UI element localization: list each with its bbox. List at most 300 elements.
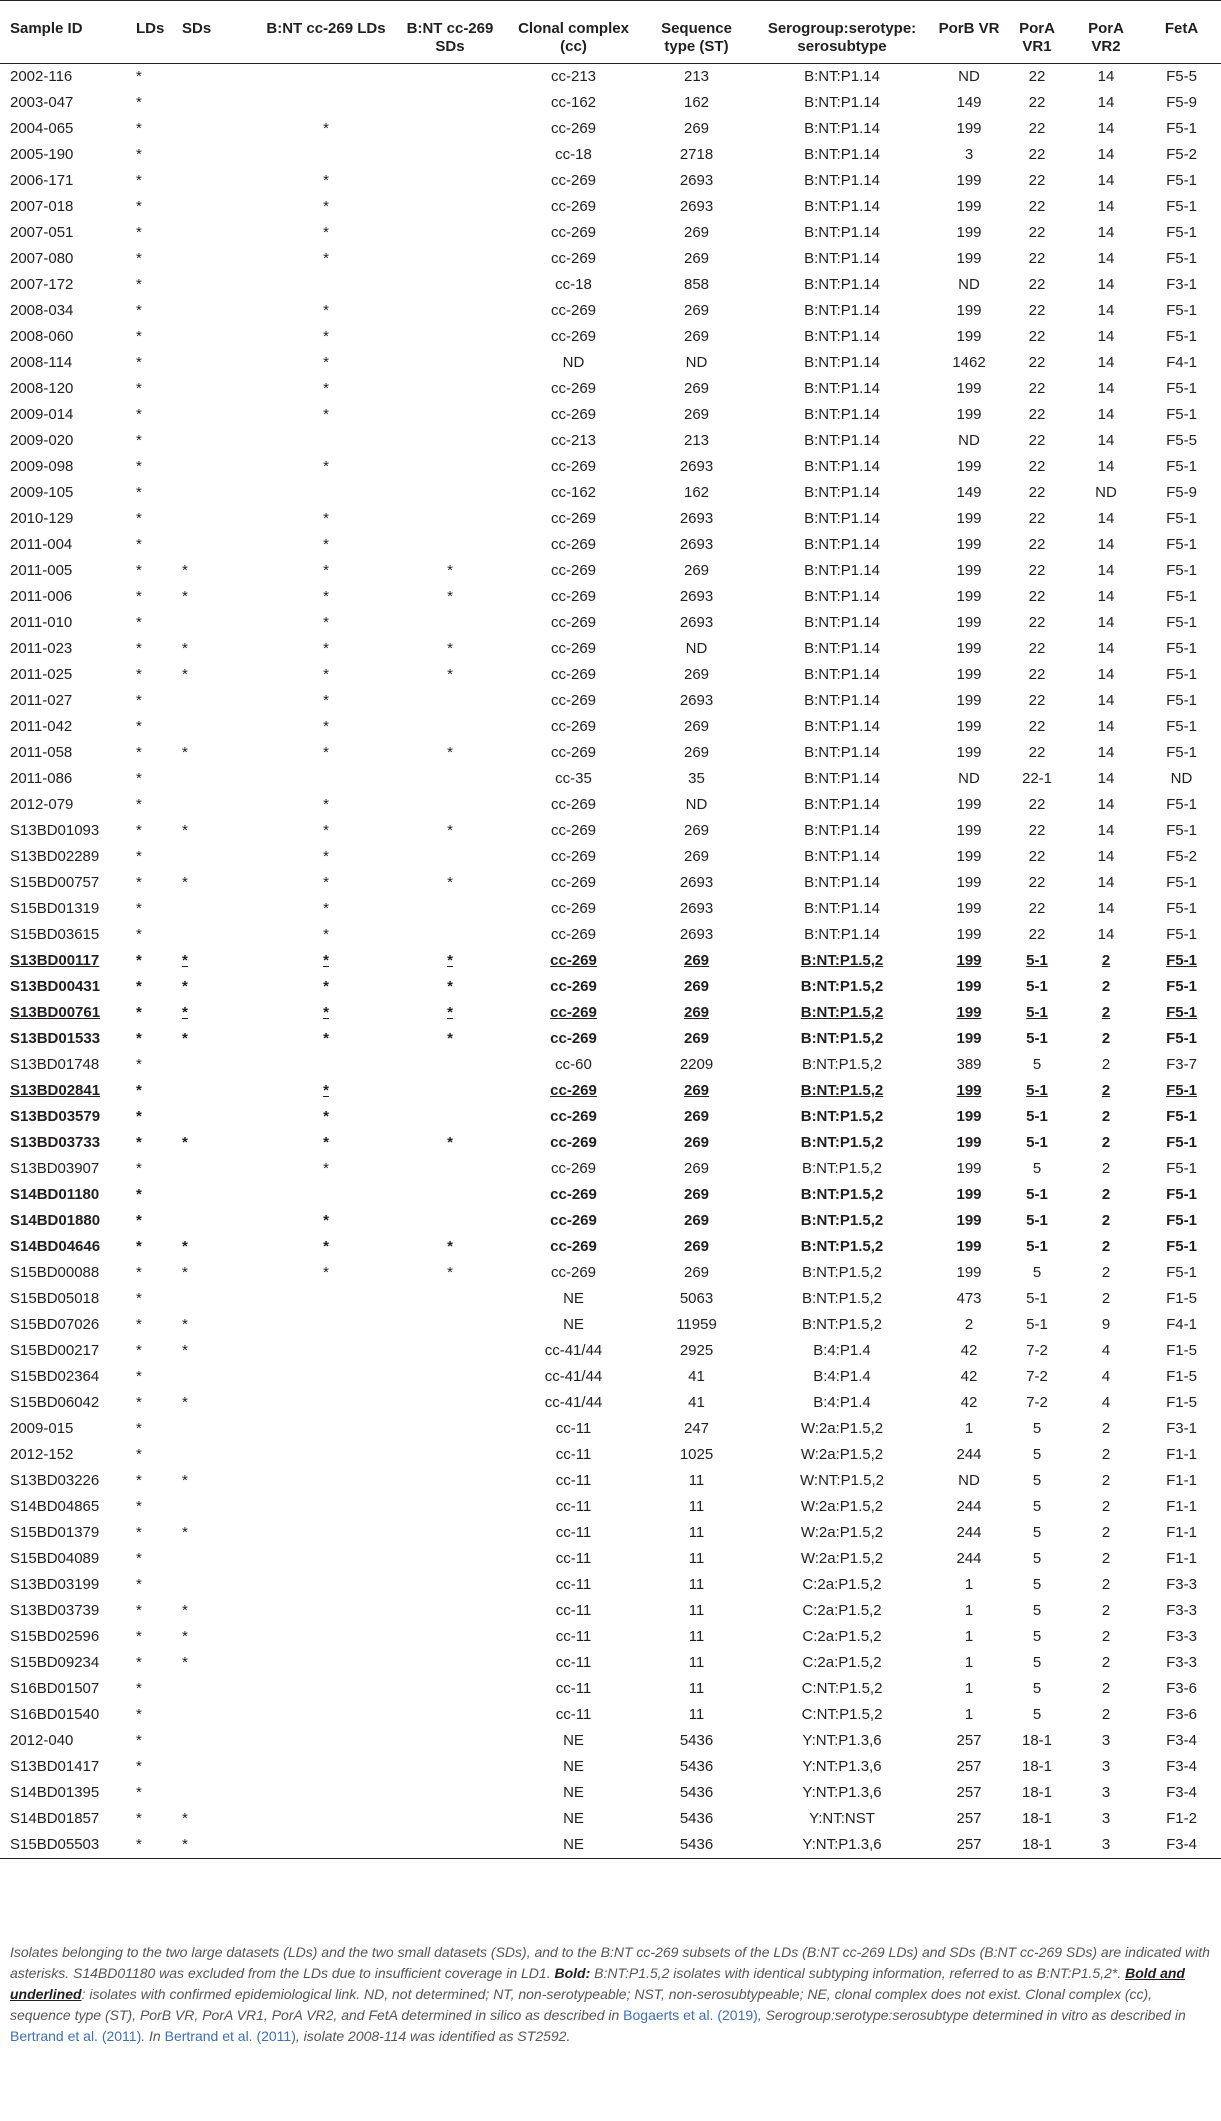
cell-sequence-type: 2693 <box>679 692 714 709</box>
cell-clonal-complex: cc-269 <box>550 536 597 553</box>
cell-porb-vr: 199 <box>956 328 982 345</box>
cell-lds: * <box>136 770 142 787</box>
cell-sample-id: S14BD01880 <box>10 1212 101 1229</box>
reference-link[interactable]: Bogaerts et al. (2019) <box>623 2007 758 2023</box>
cell-bnt-lds: * <box>323 198 329 215</box>
cell-lds: * <box>133 1832 179 1859</box>
cell-sequence-type: 858 <box>683 276 710 293</box>
cell-serogroup: B:NT:P1.14 <box>804 822 880 839</box>
table-footnote <box>10 1942 1215 2047</box>
cell-pora-vr1: 18-1 <box>1021 1732 1053 1749</box>
cell-bnt-lds <box>256 1702 396 1728</box>
cell-porb-vr: 257 <box>956 1732 982 1749</box>
cell-lds: * <box>136 1602 142 1619</box>
cell-pora-vr2: ND <box>1095 484 1117 501</box>
cell-lds: * <box>136 666 142 683</box>
cell-clonal-complex: cc-11 <box>555 1550 592 1567</box>
cell-sample-id: S13BD02841 <box>10 1082 101 1099</box>
cell-lds: * <box>136 1446 142 1463</box>
cell-feta: F5-9 <box>1166 94 1197 111</box>
cell-feta: F1-5 <box>1166 1394 1197 1411</box>
cell-lds: * <box>136 1004 142 1021</box>
cell-sds <box>179 792 256 818</box>
cell-pora-vr1: 5 <box>1032 1576 1042 1593</box>
header-feta: FetA <box>1142 1 1221 64</box>
cell-sds <box>179 610 256 636</box>
cell-pora-vr1: 5 <box>1032 1654 1042 1671</box>
cell-porb-vr: 199 <box>956 510 982 527</box>
cell-sample-id: 2009-015 <box>10 1420 74 1437</box>
cell-sequence-type: 11 <box>688 1628 705 1645</box>
cell-feta: F5-2 <box>1166 146 1197 163</box>
footnote-text: : isolates with confirmed epidemiological link. ND, not determined; NT, non-serotypeable; NST, non-serosubtypeable; NE, clonal complex does not exist. Clonal complex (cc), sequence type (ST), PorB VR, PorA VR1, PorA VR2, and FetA determined in silico as described in <box>10 1986 1153 2023</box>
cell-serogroup: B:NT:P1.14 <box>804 744 880 761</box>
cell-feta: F1-1 <box>1166 1524 1197 1541</box>
cell-porb-vr: 244 <box>956 1446 982 1463</box>
cell-pora-vr1: 22 <box>1028 692 1046 709</box>
cell-sds: * <box>182 1030 188 1047</box>
cell-pora-vr1: 5 <box>1032 1628 1042 1645</box>
cell-pora-vr1: 5 <box>1032 1602 1042 1619</box>
cell-sample-id: S13BD03226 <box>10 1472 100 1489</box>
cell-sample-id: 2009-105 <box>10 484 74 501</box>
cell-clonal-complex: cc-269 <box>550 1186 597 1203</box>
cell-serogroup: B:NT:P1.5,2 <box>800 978 884 995</box>
cell-bnt-lds <box>256 428 396 454</box>
table-row <box>0 142 1221 168</box>
cell-pora-vr2: 14 <box>1097 250 1115 267</box>
cell-clonal-complex: cc-269 <box>550 822 597 839</box>
cell-clonal-complex: cc-35 <box>555 770 592 787</box>
cell-sequence-type: 5436 <box>679 1784 714 1801</box>
cell-bnt-sds <box>396 298 504 324</box>
cell-sds <box>179 532 256 558</box>
cell-lds: * <box>136 1654 142 1671</box>
cell-pora-vr1: 22 <box>1028 458 1046 475</box>
cell-pora-vr1: 22 <box>1028 224 1046 241</box>
cell-bnt-lds: * <box>323 562 329 579</box>
cell-sample-id: 2011-010 <box>10 614 73 631</box>
footnote-text: Isolates belonging to the two large datasets (LDs) and the two small datasets (SDs), and to the B:NT cc-269 subsets of the LDs (B:NT cc-269 LDs) and SDs (B:NT cc-269 SDs) are indicated with asterisks. S14BD01180 was excluded from the LDs due to insufficient coverage in LD1. <box>10 1944 1210 1981</box>
table-row <box>0 1390 1221 1416</box>
cell-porb-vr: 199 <box>956 302 982 319</box>
cell-bnt-sds: * <box>447 978 453 995</box>
cell-pora-vr2: 14 <box>1097 68 1115 85</box>
cell-serogroup: B:NT:P1.14 <box>804 198 880 215</box>
cell-porb-vr: 199 <box>956 1212 982 1229</box>
table-row <box>0 766 1221 792</box>
cell-porb-vr: 199 <box>956 1134 982 1151</box>
cell-lds: * <box>136 328 142 345</box>
reference-link[interactable]: Bertrand et al. (2011) <box>164 2028 296 2044</box>
table-row <box>0 1052 1221 1078</box>
cell-pora-vr1: 18-1 <box>1021 1810 1053 1827</box>
cell-lds: * <box>136 1342 142 1359</box>
cell-bnt-sds <box>396 220 504 246</box>
cell-pora-vr2: 14 <box>1097 172 1115 189</box>
cell-bnt-lds: * <box>323 874 329 891</box>
cell-bnt-sds <box>396 402 504 428</box>
table-row <box>0 896 1221 922</box>
cell-porb-vr: 199 <box>956 874 982 891</box>
table-row <box>0 1832 1221 1859</box>
cell-pora-vr1: 7-2 <box>1026 1368 1048 1385</box>
cell-clonal-complex: cc-269 <box>550 1238 597 1255</box>
cell-sds <box>179 402 256 428</box>
cell-bnt-sds <box>396 1182 504 1208</box>
cell-porb-vr: 1 <box>964 1420 974 1437</box>
cell-pora-vr1: 5 <box>1032 1056 1042 1073</box>
cell-porb-vr: 199 <box>956 1160 982 1177</box>
cell-porb-vr: 199 <box>956 1004 982 1021</box>
cell-bnt-lds <box>256 1364 396 1390</box>
cell-sample-id: 2011-027 <box>10 692 73 709</box>
cell-pora-vr1: 5-1 <box>1026 1134 1048 1151</box>
cell-serogroup: B:NT:P1.14 <box>804 172 880 189</box>
cell-sds <box>179 64 256 91</box>
cell-feta: F5-1 <box>1166 588 1197 605</box>
cell-sample-id: 2006-171 <box>10 172 74 189</box>
cell-bnt-lds: * <box>323 926 329 943</box>
cell-porb-vr: 199 <box>956 744 982 761</box>
cell-feta: F3-3 <box>1166 1602 1197 1619</box>
cell-sequence-type: 269 <box>683 1082 710 1099</box>
cell-bnt-lds <box>256 1052 396 1078</box>
cell-pora-vr1: 5 <box>1032 1160 1042 1177</box>
table-row <box>0 246 1221 272</box>
cell-sequence-type: 269 <box>683 1212 710 1229</box>
cell-pora-vr2: 2 <box>1101 1290 1111 1307</box>
cell-lds: * <box>136 1134 142 1151</box>
cell-clonal-complex: cc-269 <box>550 1108 597 1125</box>
table-row <box>0 818 1221 844</box>
cell-sample-id: S15BD02364 <box>10 1368 100 1385</box>
cell-pora-vr2: 2 <box>1101 1680 1111 1697</box>
cell-clonal-complex: cc-269 <box>550 614 597 631</box>
cell-sds <box>179 1494 256 1520</box>
cell-sds <box>179 1364 256 1390</box>
cell-bnt-lds: * <box>323 640 329 657</box>
cell-sample-id: S15BD00088 <box>10 1264 100 1281</box>
cell-bnt-sds <box>396 1546 504 1572</box>
cell-bnt-lds: * <box>323 666 329 683</box>
cell-porb-vr: 1 <box>964 1654 974 1671</box>
cell-clonal-complex: cc-41/44 <box>544 1342 603 1359</box>
cell-sequence-type: 162 <box>683 94 710 111</box>
cell-porb-vr: 199 <box>956 406 982 423</box>
cell-sequence-type: 11 <box>688 1550 705 1567</box>
cell-clonal-complex: cc-269 <box>550 588 597 605</box>
cell-bnt-lds: * <box>323 1212 329 1229</box>
cell-sds: * <box>182 1004 188 1021</box>
cell-lds: * <box>136 94 142 111</box>
cell-feta: F5-1 <box>1166 952 1197 969</box>
cell-bnt-lds <box>256 1780 396 1806</box>
table-row <box>0 90 1221 116</box>
cell-pora-vr1: 22 <box>1028 744 1046 761</box>
cell-bnt-sds: * <box>447 952 453 969</box>
cell-porb-vr: 199 <box>956 172 982 189</box>
cell-pora-vr2: 14 <box>1097 692 1115 709</box>
cell-sample-id: 2005-190 <box>10 146 74 163</box>
cell-sample-id: S13BD03907 <box>10 1160 100 1177</box>
cell-sample-id: 2007-172 <box>10 276 74 293</box>
cell-porb-vr: 199 <box>956 198 982 215</box>
cell-pora-vr2: 14 <box>1097 926 1115 943</box>
cell-bnt-sds <box>396 1780 504 1806</box>
cell-lds: * <box>136 1628 142 1645</box>
cell-serogroup: Y:NT:P1.3,6 <box>802 1784 882 1801</box>
cell-bnt-lds: * <box>323 822 329 839</box>
cell-pora-vr2: 2 <box>1101 1550 1111 1567</box>
cell-bnt-sds <box>396 90 504 116</box>
cell-sample-id: 2008-034 <box>10 302 74 319</box>
cell-pora-vr1: 22 <box>1028 588 1046 605</box>
cell-sds <box>179 376 256 402</box>
cell-feta: F3-7 <box>1166 1056 1197 1073</box>
cell-pora-vr2: 2 <box>1101 952 1111 969</box>
cell-feta: F1-1 <box>1166 1446 1197 1463</box>
table-row <box>0 1780 1221 1806</box>
cell-feta: F5-1 <box>1166 224 1197 241</box>
cell-sds <box>179 1104 256 1130</box>
header-serogroup: Serogroup:serotype: serosubtype <box>750 1 934 64</box>
cell-sample-id: S13BD01748 <box>10 1056 100 1073</box>
cell-sds: * <box>182 1628 188 1645</box>
cell-serogroup: C:2a:P1.5,2 <box>802 1628 882 1645</box>
cell-porb-vr: 257 <box>934 1832 1004 1859</box>
cell-feta: F3-1 <box>1166 276 1197 293</box>
cell-clonal-complex: cc-269 <box>550 1134 597 1151</box>
cell-sample-id: 2007-051 <box>10 224 74 241</box>
cell-sds <box>179 1156 256 1182</box>
cell-pora-vr1: 5 <box>1032 1706 1042 1723</box>
cell-pora-vr2: 2 <box>1101 978 1111 995</box>
cell-bnt-sds <box>396 1728 504 1754</box>
cell-pora-vr1: 22 <box>1028 848 1046 865</box>
table-row <box>0 948 1221 974</box>
cell-clonal-complex: cc-269 <box>550 796 597 813</box>
cell-bnt-lds <box>256 1806 396 1832</box>
cell-clonal-complex: cc-269 <box>550 900 597 917</box>
cell-bnt-sds: * <box>447 1264 453 1281</box>
cell-pora-vr1: 22 <box>1028 900 1046 917</box>
cell-clonal-complex: cc-162 <box>550 94 597 111</box>
table-row <box>0 1442 1221 1468</box>
cell-serogroup: B:NT:P1.5,2 <box>801 1056 883 1073</box>
cell-pora-vr2: 2 <box>1101 1134 1111 1151</box>
cell-sample-id: S13BD00117 <box>10 952 100 969</box>
cell-lds: * <box>136 1108 142 1125</box>
cell-sds <box>179 1754 256 1780</box>
cell-clonal-complex: cc-269 <box>550 1264 597 1281</box>
cell-clonal-complex: cc-269 <box>550 640 597 657</box>
cell-bnt-lds <box>256 1390 396 1416</box>
cell-bnt-lds <box>256 1624 396 1650</box>
cell-feta: F3-3 <box>1166 1576 1197 1593</box>
cell-sequence-type: 269 <box>683 562 710 579</box>
cell-feta: F5-1 <box>1166 198 1197 215</box>
cell-sample-id: 2012-152 <box>10 1446 74 1463</box>
cell-bnt-sds <box>396 142 504 168</box>
table-row <box>0 1338 1221 1364</box>
cell-bnt-lds <box>256 1650 396 1676</box>
cell-clonal-complex: cc-269 <box>550 848 597 865</box>
cell-clonal-complex: NE <box>563 1732 584 1749</box>
cell-pora-vr1: 22 <box>1028 146 1046 163</box>
cell-bnt-lds: * <box>323 172 329 189</box>
cell-clonal-complex: cc-269 <box>550 120 597 137</box>
cell-feta: F5-1 <box>1166 536 1197 553</box>
reference-link[interactable]: Bertrand et al. (2011) <box>10 2028 142 2044</box>
table-row <box>0 64 1221 91</box>
cell-bnt-sds: * <box>447 666 453 683</box>
cell-lds: * <box>136 1576 142 1593</box>
table-row <box>0 1208 1221 1234</box>
cell-clonal-complex: cc-11 <box>555 1576 592 1593</box>
cell-feta: F5-1 <box>1166 380 1197 397</box>
table-row <box>0 1650 1221 1676</box>
cell-lds: * <box>136 1524 142 1541</box>
cell-sds: * <box>182 588 188 605</box>
cell-bnt-sds <box>396 324 504 350</box>
cell-sequence-type: 269 <box>683 848 710 865</box>
cell-sds <box>179 298 256 324</box>
cell-clonal-complex: cc-269 <box>550 198 597 215</box>
cell-bnt-sds <box>396 272 504 298</box>
cell-sequence-type: 213 <box>683 68 710 85</box>
cell-pora-vr2: 14 <box>1097 848 1115 865</box>
cell-sample-id: 2012-040 <box>10 1732 74 1749</box>
header-sample-id: Sample ID <box>0 1 133 64</box>
cell-sample-id: S15BD05503 <box>0 1832 133 1859</box>
cell-bnt-lds <box>256 766 396 792</box>
cell-sample-id: 2009-098 <box>10 458 74 475</box>
cell-pora-vr1: 22 <box>1028 406 1046 423</box>
cell-clonal-complex: cc-269 <box>550 926 597 943</box>
cell-sequence-type: ND <box>685 640 708 657</box>
cell-sds: * <box>182 952 188 969</box>
cell-serogroup: W:NT:P1.5,2 <box>800 1472 884 1489</box>
cell-lds: * <box>136 1394 142 1411</box>
cell-pora-vr2: 14 <box>1097 380 1115 397</box>
cell-bnt-sds <box>396 1832 504 1859</box>
cell-lds: * <box>136 458 142 475</box>
cell-lds: * <box>136 588 142 605</box>
cell-sds <box>179 844 256 870</box>
cell-lds: * <box>136 978 142 995</box>
table-row <box>0 662 1221 688</box>
cell-pora-vr1: 18-1 <box>1004 1832 1070 1859</box>
cell-bnt-sds <box>396 1286 504 1312</box>
table-row <box>0 1364 1221 1390</box>
cell-lds: * <box>136 952 142 969</box>
cell-serogroup: B:NT:P1.5,2 <box>800 1212 884 1229</box>
cell-clonal-complex: cc-269 <box>550 302 597 319</box>
cell-pora-vr2: 14 <box>1097 120 1115 137</box>
cell-bnt-lds: * <box>323 692 329 709</box>
cell-serogroup: B:4:P1.4 <box>813 1394 871 1411</box>
cell-bnt-lds <box>256 1728 396 1754</box>
cell-pora-vr2: 14 <box>1097 822 1115 839</box>
cell-serogroup: Y:NT:P1.3,6 <box>802 1732 882 1749</box>
cell-bnt-lds: * <box>323 718 329 735</box>
cell-sample-id: S13BD01417 <box>10 1758 100 1775</box>
cell-serogroup: B:NT:P1.5,2 <box>800 952 884 969</box>
cell-feta: F5-1 <box>1166 1134 1197 1151</box>
cell-pora-vr2: 14 <box>1097 328 1115 345</box>
cell-sample-id: 2003-047 <box>10 94 74 111</box>
cell-sequence-type: 11 <box>688 1706 705 1723</box>
cell-pora-vr1: 22 <box>1028 874 1046 891</box>
cell-clonal-complex: cc-269 <box>550 952 597 969</box>
cell-feta: F4-1 <box>1166 354 1197 371</box>
cell-bnt-sds <box>396 1208 504 1234</box>
cell-pora-vr2: 2 <box>1101 1108 1111 1125</box>
cell-bnt-lds <box>256 1338 396 1364</box>
cell-serogroup: B:NT:P1.14 <box>804 900 880 917</box>
cell-pora-vr1: 5-1 <box>1026 1212 1048 1229</box>
cell-feta: F5-1 <box>1166 302 1197 319</box>
cell-bnt-lds: * <box>323 900 329 917</box>
cell-bnt-sds <box>396 194 504 220</box>
cell-sds: * <box>182 1654 188 1671</box>
cell-serogroup: B:NT:P1.14 <box>804 380 880 397</box>
cell-sample-id: S13BD03739 <box>10 1602 100 1619</box>
cell-bnt-sds <box>396 1494 504 1520</box>
cell-pora-vr2: 2 <box>1101 1420 1111 1437</box>
cell-sequence-type: 247 <box>683 1420 710 1437</box>
cell-pora-vr2: 14 <box>1097 536 1115 553</box>
cell-sample-id: 2002-116 <box>10 68 73 85</box>
cell-pora-vr1: 22 <box>1028 718 1046 735</box>
cell-pora-vr2: 2 <box>1101 1576 1111 1593</box>
header-sequence-type: Sequence type (ST) <box>643 1 750 64</box>
cell-sds <box>179 168 256 194</box>
cell-serogroup: B:NT:P1.5,2 <box>800 1186 884 1203</box>
cell-sample-id: S14BD04646 <box>10 1238 101 1255</box>
cell-pora-vr1: 22 <box>1028 666 1046 683</box>
cell-bnt-sds <box>396 480 504 506</box>
cell-clonal-complex: cc-269 <box>550 718 597 735</box>
cell-porb-vr: 199 <box>956 588 982 605</box>
header-bnt-sds: B:NT cc-269 SDs <box>396 1 504 64</box>
cell-bnt-sds <box>396 896 504 922</box>
cell-serogroup: Y:NT:P1.3,6 <box>802 1758 882 1775</box>
cell-porb-vr: 1 <box>964 1706 974 1723</box>
cell-clonal-complex: cc-269 <box>550 380 597 397</box>
cell-feta: F5-1 <box>1166 1108 1197 1125</box>
cell-bnt-lds: * <box>323 380 329 397</box>
footnote-text: B:NT:P1.5,2 isolates with identical subtyping information, referred to as B:NT:P1.5,2*. <box>590 1965 1126 1981</box>
cell-sequence-type: 269 <box>683 1238 710 1255</box>
cell-lds: * <box>136 900 142 917</box>
cell-lds: * <box>136 380 142 397</box>
cell-pora-vr1: 22 <box>1028 562 1046 579</box>
cell-sequence-type: 2718 <box>679 146 714 163</box>
cell-serogroup: B:NT:P1.14 <box>804 406 880 423</box>
cell-bnt-sds <box>396 350 504 376</box>
cell-sample-id: S15BD00757 <box>10 874 100 891</box>
cell-feta: F3-3 <box>1166 1654 1197 1671</box>
cell-porb-vr: 199 <box>956 536 982 553</box>
cell-clonal-complex: cc-269 <box>550 224 597 241</box>
cell-porb-vr: 149 <box>956 94 982 111</box>
cell-serogroup: B:NT:P1.14 <box>804 848 880 865</box>
cell-clonal-complex: cc-11 <box>555 1654 592 1671</box>
cell-pora-vr1: 5-1 <box>1026 1108 1048 1125</box>
cell-sample-id: 2007-018 <box>10 198 74 215</box>
